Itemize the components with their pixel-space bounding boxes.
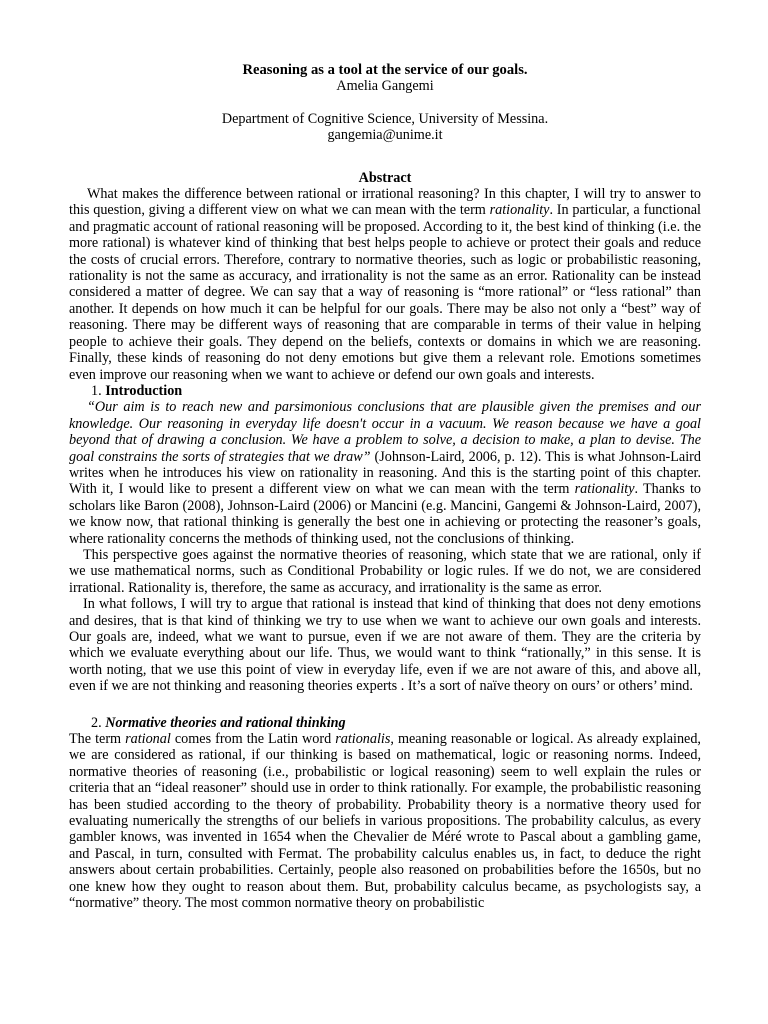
author-name: Amelia Gangemi xyxy=(336,78,434,95)
section-2-text-c: , meaning reasonable or logical. As already explained, we are considered as rational, if our thinking is based on mathematical, logic or reasoning norms. Indeed, normative theories of reasoning (i.e., probabilistic or logical reasoning) seem to well explain the rules or criteria that an “ideal reasoner” should use in order to think rationally. For example, the probabilistic reasoning has been studied according to the theory of probability. Probability theory is a normative theory used for evaluating numerically the strengths of our beliefs in various propositions. The probability calculus, as every gambler knows, was invented in 1654 when the Chevalier de Méré wrote to Pascal about a gambling game, and Pascal, in turn, consulted with Fermat. The probability calculus enables us, in fact, to deduce the right answers about certain probabilities. Certainly, people also reasoned on probabilities before the 1650s, but no one knew how they ought to reason about them. But, probability calculus became, as psychologists say, a “normative” theory. The most common normative theory on probabilistic xyxy=(69,731,701,912)
section-2-title: Normative theories and rational thinking xyxy=(105,714,346,731)
intro-term: rationality xyxy=(574,481,635,498)
section-2-number: 2. xyxy=(91,714,102,731)
section-1-paragraph-1 xyxy=(69,399,701,547)
section-1-paragraph-2: This perspective goes against the normative theories of reasoning, which state that we are rational, only if we use mathematical norms, such as Conditional Probability or logic rules. If we do not, we are considered irrational. Rationality is, therefore, the same as accuracy, and irrationality is the same as error. xyxy=(69,546,701,596)
abstract-text-1: What makes the difference between rational or irrational reasoning? In this chapter, I will try to answer to this question, giving a different view on what we can mean with the term xyxy=(69,186,701,219)
author-email: gangemia@unime.it xyxy=(327,127,443,144)
intro-quote: “Our aim is to reach new and parsimonious conclusions that are plausible given the premises and our knowledge. Our reasoning in everyday life doesn't occur in a vacuum. We reason because we have a goal beyond that of drawing a conclusion. We have a problem to solve, a decision to make, a plan to devise. The goal constrains the sorts of strategies that we draw” xyxy=(69,399,701,465)
section-1-paragraph-3: In what follows, I will try to argue that rational is instead that kind of thinking that does not deny emotions and desires, that is that kind of thinking we try to use when we want to achieve our own goals and interests. Our goals are, indeed, what we want to pursue, even if we are not aware of them. They are the criteria by which we evaluate everything about our life. Thus, we would want to think “rationally,” in this sense. It is worth noting, that we use this point of view in everyday life, even if we are not aware of this, and above all, even if we are not thinking and reasoning theories experts . It’s a sort of naïve theory on ours’ or others’ mind. xyxy=(69,596,701,695)
section-2-term-rationalis: rationalis xyxy=(335,731,391,748)
section-2-text-b: comes from the Latin word xyxy=(170,731,336,748)
abstract-term: rationality xyxy=(489,202,550,219)
section-1-title: Introduction xyxy=(105,382,183,399)
section-2-paragraph-1 xyxy=(69,731,701,911)
affiliation: Department of Cognitive Science, University of Messina. xyxy=(221,110,549,127)
intro-text-2: . Thanks to scholars like Baron (2008), Johnson-Laird (2006) or Mancini (e.g. Mancini, Gangemi & Johnson-Laird, 2007), we know now, that rational thinking is generally the best one in achieving or protecting the reasoner’s goals, where rationality concerns the methods of thinking used, not the conclusions of thinking. xyxy=(69,481,701,547)
intro-text-1: (Johnson-Laird, 2006, p. 12). This is what Johnson-Laird writes when he introduces his view on rationality in reasoning. And this is the starting point of this chapter. With it, I would like to present a different view on what we can mean with the term xyxy=(69,448,701,498)
document-page xyxy=(69,62,701,912)
abstract-paragraph xyxy=(69,186,701,383)
paper-title: Reasoning as a tool at the service of our goals. xyxy=(242,62,528,78)
section-1-heading xyxy=(69,383,701,399)
section-2-text-a: The term xyxy=(69,731,126,748)
abstract-heading: Abstract xyxy=(358,169,412,186)
section-2-term-rational: rational xyxy=(125,731,171,748)
abstract-text-2: . In particular, a functional and pragmatic account of rational reasoning will be proposed. According to it, the best kind of thinking (i.e. the more rational) is whatever kind of thinking that best helps people to achieve or protect their goals and reduce the costs of crucial errors. Therefore, contrary to normative theories, such as logic or probabilistic reasoning, rationality is not the same as accuracy, and irrationality is not the same as an error. Rationality can be instead considered a matter of degree. We can say that a way of reasoning is “more rational” or “less rational” than another. It depends on how much it can be helpful for our goals. There may be also not only a “best” way of reasoning. There may be different ways of reasoning that are comparable in terms of their value in helping people to achieve their goals. They depend on the beliefs, contexts or domains in which we are reasoning. Finally, these kinds of reasoning do not deny emotions but give them a relevant role. Emotions sometimes even improve our reasoning when we want to achieve or defend our own goals and interests. xyxy=(69,202,701,383)
section-2-heading xyxy=(69,715,701,731)
section-1-number: 1. xyxy=(91,382,102,399)
